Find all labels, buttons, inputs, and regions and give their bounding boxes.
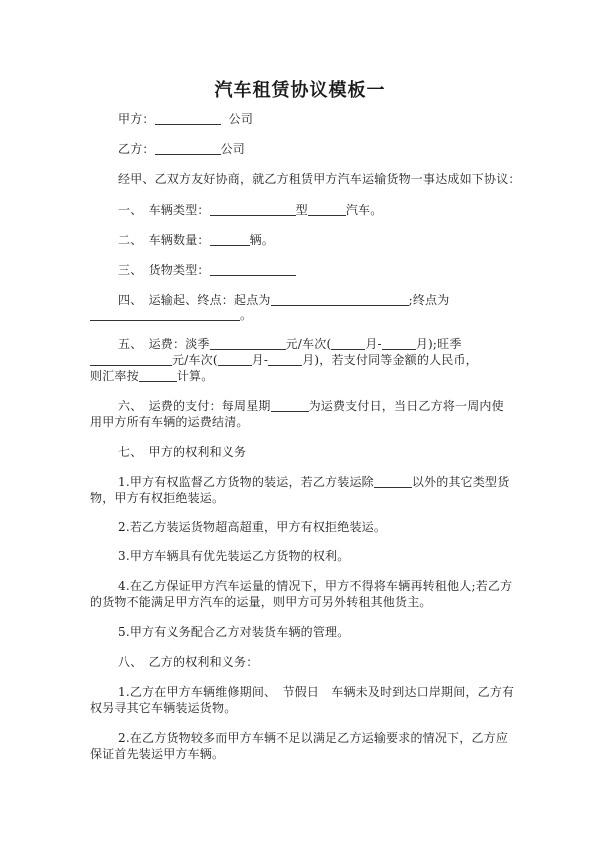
s7-item-4-line-1: 4.在乙方保证甲方汽车运量的情况下，甲方不得将车辆再转租他人;若乙方 xyxy=(118,579,513,593)
s7-blank-cargo xyxy=(374,475,412,488)
s3-blank-cargo xyxy=(210,263,296,276)
s7-item-1-line-2: 物，甲方有权拒绝装运。 xyxy=(90,491,225,505)
s5-line3-a: 则汇率按 xyxy=(90,369,139,383)
s5-line1-d: 月);旺季 xyxy=(415,337,462,351)
party-b-line xyxy=(118,141,518,157)
s1-mid: 型 xyxy=(295,203,308,217)
s5-line2-b: 月- xyxy=(251,353,269,367)
s7-item-1-line-1 xyxy=(118,474,518,490)
s5-line1-a: 五、 运费：淡季 xyxy=(118,337,210,351)
document-title: 汽车租赁协议模板一 xyxy=(214,80,386,101)
s5-blank-rate xyxy=(139,369,177,382)
s8-item-1-line-2: 权另寻其它车辆装运货物。 xyxy=(90,701,237,715)
s4-mid: ;终点为 xyxy=(408,293,450,307)
s6-line1-b: 为运费支付日，当日乙方将一周内使 xyxy=(308,399,504,413)
section-4-route xyxy=(118,292,518,308)
s5-line1-b: 元/车次( xyxy=(285,337,332,351)
s5-blank-high-to xyxy=(268,353,302,366)
section-5-fee-line-2 xyxy=(90,352,490,368)
s2-blank-count xyxy=(210,233,250,246)
s8-item-2-line-1: 2.在乙方货物较多而甲方车辆不足以满足乙方运输要求的情况下，乙方应 xyxy=(118,731,509,745)
section-1-vehicle-type xyxy=(118,202,518,218)
section-2-vehicle-count xyxy=(118,232,518,248)
s5-line3-b: 计算。 xyxy=(176,369,214,383)
party-b-label: 乙方： xyxy=(118,142,155,156)
s6-line1-a: 六、 运费的支付：每周星期 xyxy=(118,399,271,413)
s7-item-4-line-2: 的货物不能满足甲方汽车的运量，则甲方可另外转租其他货主。 xyxy=(90,595,432,609)
s6-blank-weekday xyxy=(271,399,309,412)
section-6-payment-line-1 xyxy=(118,398,518,414)
party-a-suffix: 公司 xyxy=(228,112,254,126)
s7-item1-a: 1.甲方有权监督乙方货物的装运，若乙方装运除 xyxy=(118,475,374,489)
s1-prefix: 一、 车辆类型： xyxy=(118,203,210,217)
section-3-cargo-type xyxy=(118,262,518,278)
s4-prefix: 四、 运输起、终点：起点为 xyxy=(118,293,271,307)
s8-item-1-line-1: 1.乙方在甲方车辆维修期间、 节假日 车辆未及时到达口岸期间，乙方有 xyxy=(118,685,515,699)
party-a-line xyxy=(118,111,518,127)
party-b-blank xyxy=(155,142,221,155)
party-a-blank xyxy=(155,112,221,125)
s1-blank-model xyxy=(308,203,346,216)
s5-blank-low-from xyxy=(331,337,365,350)
s2-suffix: 辆。 xyxy=(249,233,275,247)
party-b-suffix: 公司 xyxy=(220,142,246,156)
s7-item-5: 5.甲方有义务配合乙方对装货车辆的管理。 xyxy=(118,625,350,639)
s4-blank-end xyxy=(90,308,240,321)
section-7-heading: 七、 甲方的权利和义务 xyxy=(118,445,247,459)
s5-blank-low-price xyxy=(210,337,286,350)
s4-suffix: 。 xyxy=(240,308,253,322)
s5-line2-c: 月)，若支付同等金额的人民币， xyxy=(302,353,478,367)
s1-suffix: 汽车。 xyxy=(345,203,383,217)
s1-blank-type xyxy=(210,203,296,216)
section-5-fee-line-1 xyxy=(118,336,518,352)
s5-line1-c: 月- xyxy=(365,337,382,351)
s5-blank-high-price xyxy=(90,353,172,366)
intro-paragraph: 经甲、乙双方友好协商，就乙方租赁甲方汽车运输货物一事达成如下协议： xyxy=(118,172,521,186)
section-8-heading: 八、 乙方的权利和义务： xyxy=(118,655,259,669)
section-4-route-cont xyxy=(90,307,490,323)
s8-item-2-line-2: 保证首先装运甲方车辆。 xyxy=(90,747,225,761)
section-6-payment-line-2: 用甲方所有车辆的运费结清。 xyxy=(90,415,249,429)
s3-prefix: 三、 货物类型： xyxy=(118,263,210,277)
s4-blank-start xyxy=(271,293,409,306)
s5-blank-low-to xyxy=(382,337,416,350)
s7-item-2: 2.若乙方装运货物超高超重，甲方有权拒绝装运。 xyxy=(118,520,387,534)
s7-item-3: 3.甲方车辆具有优先装运乙方货物的权利。 xyxy=(118,549,350,563)
s5-blank-high-from xyxy=(218,353,252,366)
s2-prefix: 二、 车辆数量： xyxy=(118,233,210,247)
s5-line2-a: 元/车次( xyxy=(172,353,218,367)
party-a-label: 甲方： xyxy=(118,112,155,126)
section-5-fee-line-3 xyxy=(90,368,490,384)
s7-item1-b: 以外的其它类型货 xyxy=(411,475,510,489)
